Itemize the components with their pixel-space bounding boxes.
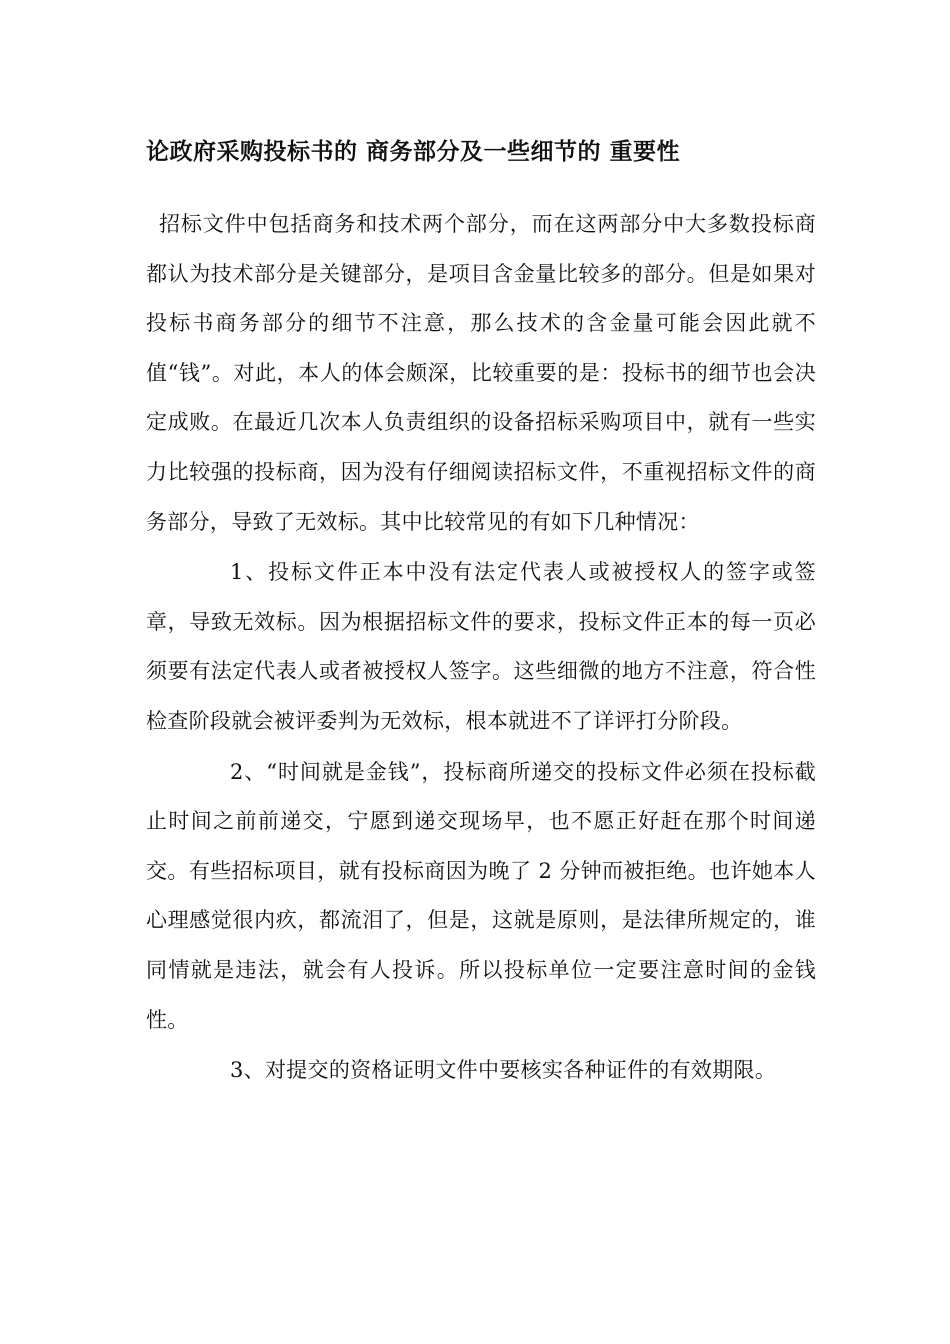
document-body [146,200,816,1097]
page-title: 论政府采购投标书的 商务部分及一些细节的 重要性 [146,138,681,165]
list-item-3: 3、对提交的资格证明文件中要核实各种证件的有效期限。 [230,1058,777,1083]
list-item-2: 2、“时间就是金钱”，投标商所递交的投标文件必须在投标截止时间之前前递交，宁愿到递交现场早，也不愿正好赶在那个时间递交。有些招标项目，就有投标商因为晚了 2 分钟而被拒绝。也许她本人心理感觉很内疚，都流泪了，但是，这就是原则，是法律所规定的，谁同情就是违法，就会有人投诉。所以投标单位一定要注意时间的金钱性。 [146,759,816,1032]
intro-paragraph: 招标文件中包括商务和技术两个部分，而在这两部分中大多数投标商都认为技术部分是关键部分，是项目含金量比较多的部分。但是如果对投标书商务部分的细节不注意，那么技术的含金量可能会因此就不值“钱”。对此，本人的体会颇深，比较重要的是：投标书的细节也会决定成败。在最近几次本人负责组织的设备招标采购项目中，就有一些实力比较强的投标商，因为没有仔细阅读招标文件，不重视招标文件的商务部分，导致了无效标。其中比较常见的有如下几种情况： [146,212,816,534]
list-item-1: 1、投标文件正本中没有法定代表人或被授权人的签字或签章，导致无效标。因为根据招标文件的要求，投标文件正本的每一页必须要有法定代表人或者被授权人签字。这些细微的地方不注意，符合性检查阶段就会被评委判为无效标，根本就进不了详评打分阶段。 [146,560,816,733]
